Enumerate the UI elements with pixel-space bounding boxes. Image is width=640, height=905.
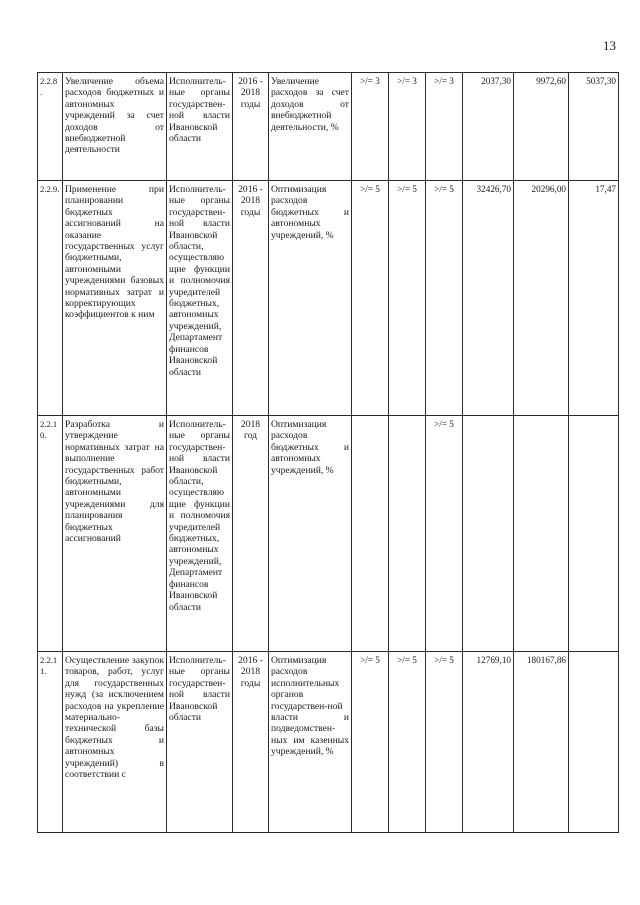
target-2017-cell: >/= 3 bbox=[389, 73, 426, 181]
amount-2018-cell: 17,47 bbox=[569, 181, 619, 416]
amount-2017-cell: 180167,86 bbox=[514, 652, 569, 833]
target-2018-cell: >/= 5 bbox=[426, 416, 463, 652]
indicator-cell: Увеличение расходов за счет доходов от внебюджетной деятельности, % bbox=[269, 73, 352, 181]
indicator-cell: Оптимизация расходов бюджетных и автономных учреждений, % bbox=[269, 416, 352, 652]
executor-cell: Исполнитель-ные органы государствен-ной власти Ивановской области bbox=[167, 73, 233, 181]
table-row bbox=[38, 181, 619, 416]
measure-cell: Увеличение объема расходов бюджетных и автономных учреждений за счет доходов от внебюджетной деятельности bbox=[63, 73, 167, 181]
target-2017-cell: >/= 5 bbox=[389, 181, 426, 416]
target-2018-cell: >/= 5 bbox=[426, 181, 463, 416]
measure-cell: Применение при планировании бюджетных ассигнований на оказание государственных услуг бюджетными, автономными учреждениями базовых нормативных затрат и корректирующих коэффициентов к ним bbox=[63, 181, 167, 416]
amount-2018-cell: 5037,30 bbox=[569, 73, 619, 181]
table-row bbox=[38, 652, 619, 833]
amount-2017-cell bbox=[514, 416, 569, 652]
target-2018-cell: >/= 5 bbox=[426, 652, 463, 833]
target-2016-cell: >/= 5 bbox=[352, 652, 389, 833]
row-number: 2.2.9. bbox=[38, 181, 63, 416]
measure-cell: Разработка и утверждение нормативных затрат на выполнение государственных работ бюджетными, автономными учреждениями для планирования бюджетных ассигнований bbox=[63, 416, 167, 652]
row-number: 2.2.8 . bbox=[38, 73, 63, 181]
target-2018-cell: >/= 3 bbox=[426, 73, 463, 181]
table-row bbox=[38, 73, 619, 181]
period-cell: 2016 - 2018 годы bbox=[233, 73, 269, 181]
amount-2018-cell bbox=[569, 416, 619, 652]
indicator-cell: Оптимизация расходов исполнительных органов государствен-ной власти и подведомствен-ных им казенных учреждений, % bbox=[269, 652, 352, 833]
indicator-cell: Оптимизация расходов бюджетных и автономных учреждений, % bbox=[269, 181, 352, 416]
amount-2016-cell: 2037,30 bbox=[463, 73, 514, 181]
period-cell: 2016 - 2018 годы bbox=[233, 652, 269, 833]
target-2017-cell bbox=[389, 416, 426, 652]
amount-2016-cell bbox=[463, 416, 514, 652]
period-cell: 2016 - 2018 годы bbox=[233, 181, 269, 416]
measures-table bbox=[37, 72, 619, 833]
amount-2017-cell: 20296,00 bbox=[514, 181, 569, 416]
row-number: 2.2.1 1. bbox=[38, 652, 63, 833]
target-2017-cell: >/= 5 bbox=[389, 652, 426, 833]
table-row bbox=[38, 416, 619, 652]
target-2016-cell: >/= 3 bbox=[352, 73, 389, 181]
period-cell: 2018 год bbox=[233, 416, 269, 652]
row-number: 2.2.1 0. bbox=[38, 416, 63, 652]
page-number: 13 bbox=[603, 38, 616, 53]
amount-2016-cell: 32426,70 bbox=[463, 181, 514, 416]
measure-cell: Осуществление закупок товаров, работ, услуг для государственных нужд (за исключением расходов на укрепление материально-технической базы бюджетных и автономных учреждений) в соответствии с bbox=[63, 652, 167, 833]
amount-2018-cell bbox=[569, 652, 619, 833]
executor-cell: Исполнитель-ные органы государствен-ной власти Ивановской области, осуществляю щие функции и полномочия учредителей бюджетных, автономных учреждений, Департамент финансов Ивановской области bbox=[167, 416, 233, 652]
executor-cell: Исполнитель-ные органы государствен-ной власти Ивановской области bbox=[167, 652, 233, 833]
executor-cell: Исполнитель-ные органы государствен-ной власти Ивановской области, осуществляю щие функции и полномочия учредителей бюджетных, автономных учреждений, Департамент финансов Ивановской области bbox=[167, 181, 233, 416]
target-2016-cell: >/= 5 bbox=[352, 181, 389, 416]
target-2016-cell bbox=[352, 416, 389, 652]
amount-2016-cell: 12769,10 bbox=[463, 652, 514, 833]
amount-2017-cell: 9972,60 bbox=[514, 73, 569, 181]
